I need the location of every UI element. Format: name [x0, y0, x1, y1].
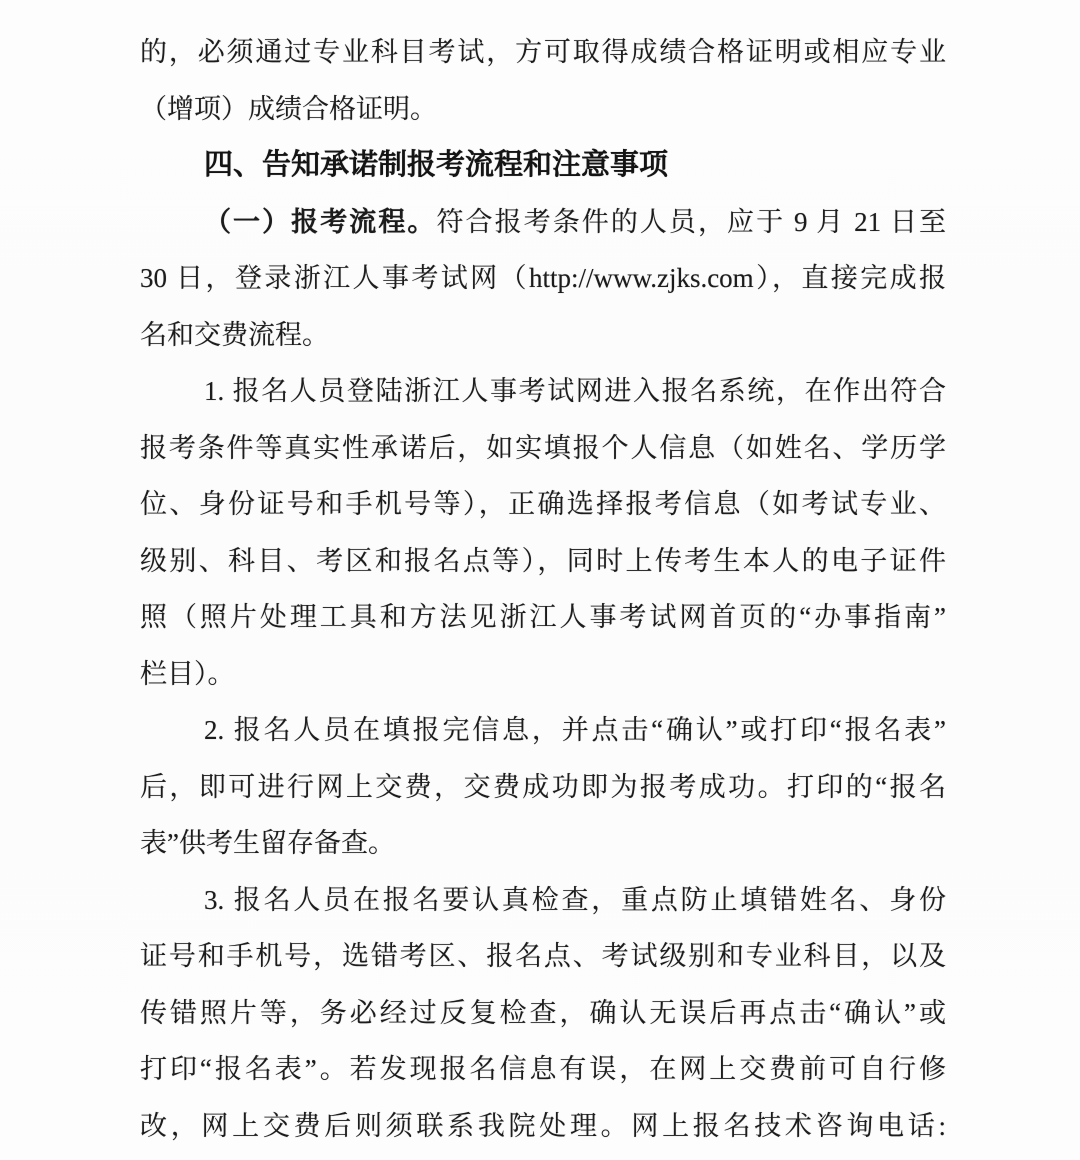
text-line — [140, 759, 946, 816]
text-line — [140, 307, 946, 364]
text-run: 30 日，登录浙江人事考试网（http://www.zjks.com），直接完成报 — [140, 263, 946, 293]
text-run: 照（照片处理工具和方法见浙江人事考试网首页的“办事指南” — [140, 602, 946, 632]
text-run: 级别、科目、考区和报名点等），同时上传考生本人的电子证件 — [140, 545, 946, 576]
text-line — [140, 1041, 946, 1098]
bold-text-run: （一）报考流程。 — [204, 206, 437, 237]
text-line — [140, 476, 946, 533]
section-heading — [140, 137, 946, 194]
text-run: 1. 报名人员登陆浙江人事考试网进入报名系统，在作出符合 — [204, 376, 946, 406]
text-run: 2. 报名人员在填报完信息，并点击“确认”或打印“报名表” — [204, 715, 946, 745]
text-line — [140, 1098, 946, 1155]
text-run: 后，即可进行网上交费，交费成功即为报考成功。打印的“报名 — [140, 771, 946, 802]
text-run: 位、身份证号和手机号等），正确选择报考信息（如考试专业、 — [140, 489, 946, 519]
text-run: 证号和手机号，选错考区、报名点、考试级别和专业科目，以及 — [140, 941, 946, 971]
text-run: 报考条件等真实性承诺后，如实填报个人信息（如姓名、学历学 — [140, 432, 946, 463]
text-line — [140, 815, 946, 872]
text-run: 栏目）。 — [140, 658, 235, 689]
text-line — [140, 81, 946, 138]
text-line — [140, 702, 946, 759]
text-run: 3. 报名人员在报名要认真检查，重点防止填错姓名、身份 — [204, 884, 946, 915]
text-run: 改，网上交费后则须联系我院处理。网上报名技术咨询电话: — [140, 1110, 946, 1141]
text-line — [140, 420, 946, 477]
text-line — [140, 646, 946, 703]
text-run: 传错照片等，务必经过反复检查，确认无误后再点击“确认”或 — [140, 997, 946, 1028]
document-body — [140, 24, 946, 1154]
text-run: 的，必须通过专业科目考试，方可取得成绩合格证明或相应专业 — [140, 37, 946, 67]
text-line — [140, 24, 946, 81]
text-run: 表”供考生留存备查。 — [140, 828, 395, 858]
text-run: 名和交费流程。 — [140, 319, 329, 350]
text-line — [140, 928, 946, 985]
text-line — [140, 194, 946, 251]
text-run: （增项）成绩合格证明。 — [140, 93, 437, 124]
text-line — [140, 985, 946, 1042]
text-line — [140, 250, 946, 307]
text-line — [140, 872, 946, 929]
text-line — [140, 533, 946, 590]
text-line — [140, 363, 946, 420]
text-line — [140, 589, 946, 646]
text-run: 打印“报名表”。若发现报名信息有误，在网上交费前可自行修 — [140, 1054, 946, 1084]
bold-text-run: 四、告知承诺制报考流程和注意事项 — [204, 149, 669, 181]
text-run: 符合报考条件的人员，应于 9 月 21 日至 — [436, 206, 947, 237]
